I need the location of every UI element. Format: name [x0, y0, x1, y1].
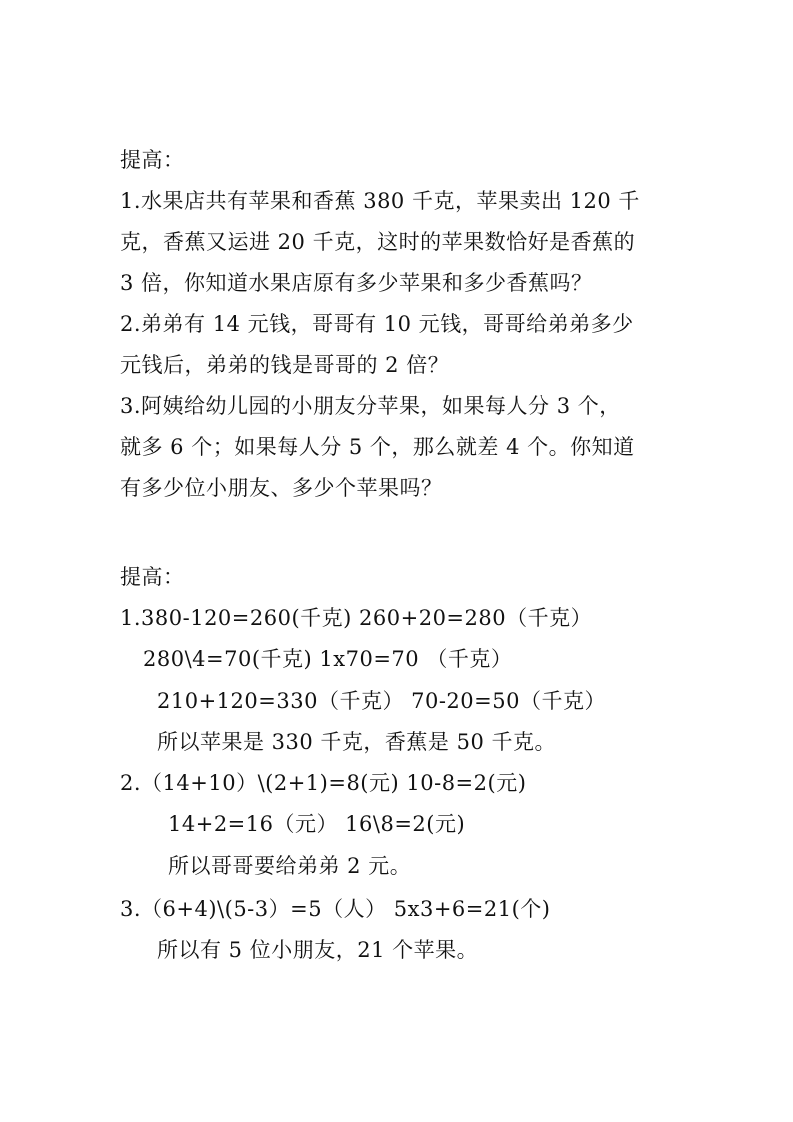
problem-line: 有多少位小朋友、多少个苹果吗？: [120, 476, 443, 500]
answers-heading: 提高：: [120, 565, 185, 589]
answer-line: 所以哥哥要给弟弟 2 元。: [168, 854, 412, 878]
problems-heading: 提高：: [120, 148, 185, 172]
problem-line: 1.水果店共有苹果和香蕉 380 千克，苹果卖出 120 千: [120, 189, 640, 213]
answer-line: 280\4=70(千克) 1x70=70 （千克）: [143, 647, 513, 671]
problem-line: 元钱后，弟弟的钱是哥哥的 2 倍？: [120, 353, 450, 377]
answer-line: 所以有 5 位小朋友，21 个苹果。: [157, 938, 479, 962]
answer-line: 3.（6+4)\(5-3）=5（人） 5x3+6=21(个): [120, 897, 551, 921]
problem-line: 3.阿姨给幼儿园的小朋友分苹果，如果每人分 3 个，: [120, 394, 621, 418]
answer-line: 所以苹果是 330 千克，香蕉是 50 千克。: [157, 730, 557, 754]
problem-line: 克，香蕉又运进 20 千克，这时的苹果数恰好是香蕉的: [120, 230, 636, 254]
answer-line: 14+2=16（元） 16\8=2(元): [168, 812, 466, 836]
problem-line: 2.弟弟有 14 元钱，哥哥有 10 元钱，哥哥给弟弟多少: [120, 312, 634, 336]
answer-line: 1.380-120=260(千克) 260+20=280（千克）: [120, 606, 593, 630]
problem-line: 3 倍，你知道水果店原有多少苹果和多少香蕉吗？: [120, 271, 593, 295]
answer-line: 2.（14+10）\(2+1)=8(元) 10-8=2(元): [120, 771, 527, 795]
answer-line: 210+120=330（千克） 70-20=50（千克）: [157, 689, 606, 713]
problem-line: 就多 6 个；如果每人分 5 个，那么就差 4 个。你知道: [120, 435, 635, 459]
